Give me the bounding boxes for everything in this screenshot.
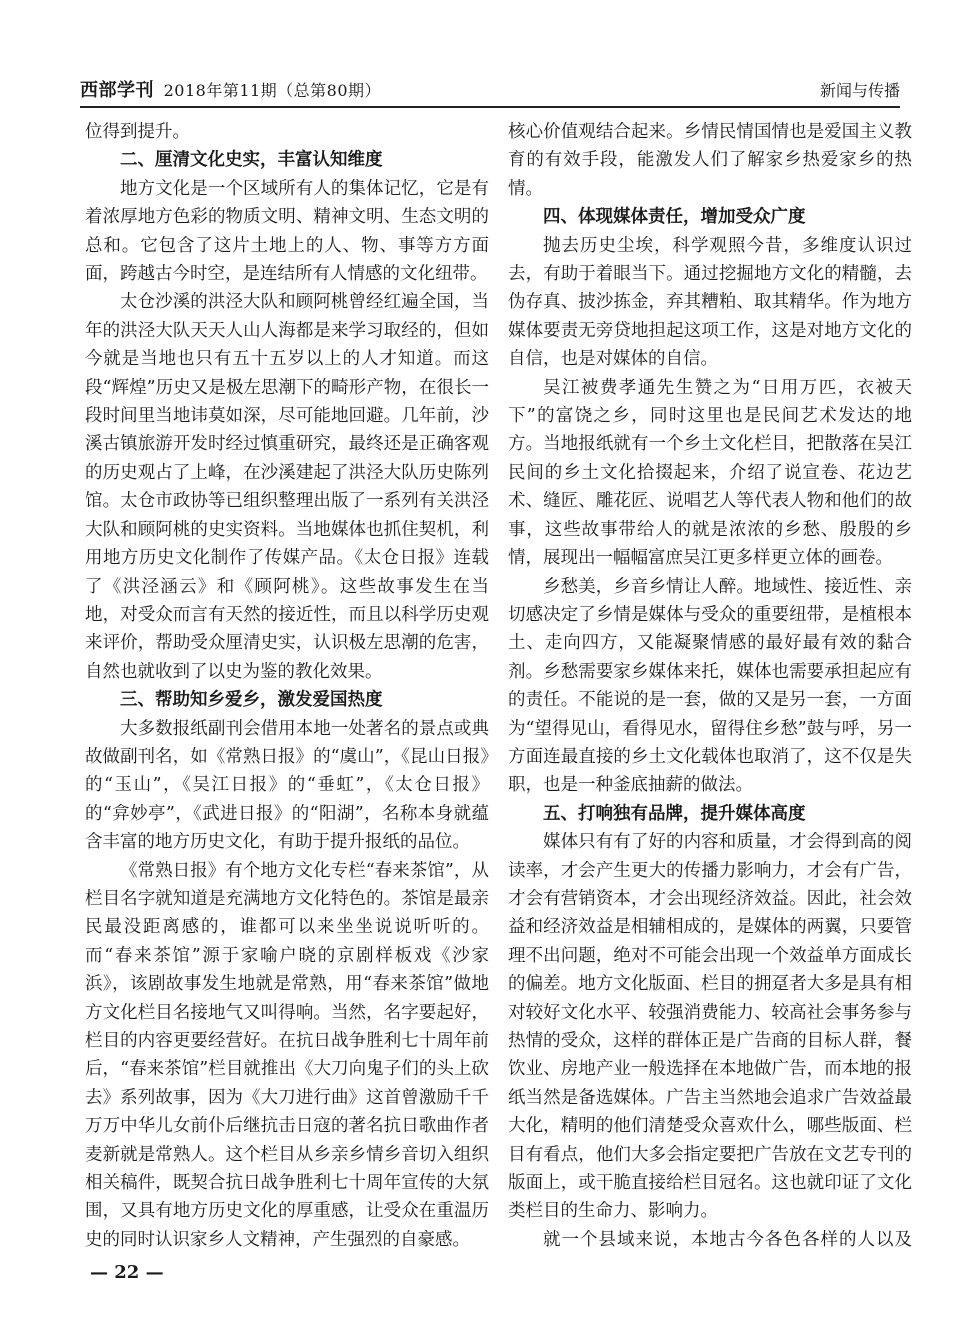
paragraph: 媒体只有有了好的内容和质量，才会得到高的阅读率，才会产生更大的传播力影响力，才会有广告，才会有营销资本，才会出现经济效益。因此，社会效益和经济效益是相辅相成的，是媒体的两翼，只要管理不出问题，绝对不可能会出现一个效益单方面成长的偏差。地方文化版面、栏目的拥趸者大多是具有相对较好文化水平、较强消费能力、较高社会事务参与热情的受众，这样的群体正是广告商的目标人群，餐饮业、房地产业一般选择在本地做广告，而本地的报纸当然是备选媒体。广告主当然地会追求广告效益最大化，精明的他们清楚受众喜欢什么，哪些版面、栏目有看点，他们大多会指定要把广告放在文艺专刊的版面上，或干脆直接给栏目冠名。这也就印证了文化类栏目的生命力、影响力。 (508, 832, 912, 1222)
section-heading-4: 四、体现媒体责任，增加受众广度 (543, 207, 806, 228)
paragraph: 核心价值观结合起来。乡情民情国情也是爱国主义教育的有效手段，能激发人们了解家乡热爱家乡的热情。 (508, 122, 912, 199)
issue-info: 2018年第11期（总第80期） (163, 81, 382, 100)
paragraph: 地方文化是一个区域所有人的集体记忆，它是有着浓厚地方色彩的物质文明、精神文明、生态文明的总和。它包含了这片土地上的人、物、事等方方面面，跨越古今时空，是连结所有人情感的文化纽带。 (85, 178, 489, 285)
section-heading-5: 五、打响独有品牌，提升媒体高度 (543, 803, 806, 824)
left-column (85, 118, 489, 1248)
page-header (80, 72, 900, 108)
paragraph: 《常熟日报》有个地方文化专栏“春来茶馆”，从栏目名字就知道是充满地方文化特色的。茶馆是最亲民最没距离感的，谁都可以来坐坐说说听听的。而“春来茶馆”源于家喻户晓的京剧样板戏《沙家浜》，该剧故事发生地就是常熟，用“春来茶馆”做地方文化栏目名接地气又叫得响。当然，名字要起好，栏目的内容更要经营好。在抗日战争胜利七十周年前后，“春来茶馆”栏目就推出《大刀向鬼子们的头上砍去》系列故事，因为《大刀进行曲》这首曾激励千千万万中华儿女前仆后继抗击日寇的著名抗日歌曲作者麦新就是常熟人。这个栏目从乡亲乡情乡音切入组织相关稿件，既契合抗日战争胜利七十周年宣传的大氛围，又具有地方历史文化的厚重感，让受众在重温历史的同时认识家乡人文精神，产生强烈的自豪感。 (85, 860, 489, 1248)
page-number: — 22 — (90, 1262, 164, 1283)
section-heading-2: 二、厘清文化史实，丰富认知维度 (120, 150, 383, 171)
paragraph: 太仓沙溪的洪泾大队和顾阿桃曾经红遍全国，当年的洪泾大队天天人山人海都是来学习取经的，但如今就是当地也只有五十五岁以上的人才知道。而这段“辉煌”历史又是极左思潮下的畸形产物，在很长一段时间里当地讳莫如深，尽可能地回避。几年前，沙溪古镇旅游开发时经过慎重研究，最终还是正确客观的历史观占了上峰，在沙溪建起了洪泾大队历史陈列馆。太仓市政协等已组织整理出版了一系列有关洪泾大队和顾阿桃的史实资料。当地媒体也抓住契机，利用地方历史文化制作了传媒产品。《太仓日报》连载了《洪泾涵云》和《顾阿桃》。这些故事发生在当地，对受众而言有天然的接近性，而且以科学历史观来评价，帮助受众厘清史实，认识极左思潮的危害，自然也就收到了以史为鉴的教化效果。 (85, 292, 489, 682)
journal-masthead (80, 76, 381, 102)
journal-name: 西部学刊 (80, 80, 154, 101)
paragraph: 位得到提升。 (85, 122, 190, 142)
right-column (508, 118, 912, 1248)
paragraph: 吴江被费孝通先生赞之为“日用万匹，衣被天下”的富饶之乡，同时这里也是民间艺术发达的地方。当地报纸就有一个乡土文化栏目，把散落在吴江民间的乡土文化拾掇起来，介绍了说宣卷、花边艺术、缝匠、雕花匠、说唱艺人等代表人物和他们的故事，这些故事带给人的就是浓浓的乡愁、殷殷的乡情，展现出一幅幅富庶吴江更多样更立体的画卷。 (508, 377, 912, 569)
section-heading-3: 三、帮助知乡爱乡，激发爱国热度 (120, 690, 383, 711)
paragraph: 乡愁美，乡音乡情让人醉。地域性、接近性、亲切感决定了乡情是媒体与受众的重要纽带，是植根本土、走向四方，又能凝聚情感的最好最有效的黏合剂。乡愁需要家乡媒体来托，媒体也需要承担起应有的责任。不能说的是一套，做的又是另一套，一方面为“望得见山，看得见水，留得住乡愁”鼓与呼，另一方面连最直接的乡土文化载体也取消了，这不仅是失职，也是一种釜底抽薪的做法。 (508, 576, 912, 796)
paragraph: 抛去历史尘埃，科学观照今昔，多维度认识过去，有助于着眼当下。通过挖掘地方文化的精髓，去伪存真、披沙拣金，弃其糟粕、取其精华。作为地方媒体要责无旁贷地担起这项工作，这是对地方文化的自信，也是对媒体的自信。 (508, 235, 912, 370)
section-name: 新闻与传播 (819, 81, 900, 100)
paragraph: 就一个县域来说，本地古今各色各样的人以及 (543, 1229, 912, 1248)
paragraph: 大多数报纸副刊会借用本地一处著名的景点或典故做副刊名，如《常熟日报》的“虞山”，《昆山日报》的“玉山”，《吴江日报》的“垂虹”，《太仓日报》的“弇妙亭”，《武进日报》的“阳湖”，名称本身就蕴含丰富的地方历史文化，有助于提升报纸的品位。 (85, 718, 489, 853)
